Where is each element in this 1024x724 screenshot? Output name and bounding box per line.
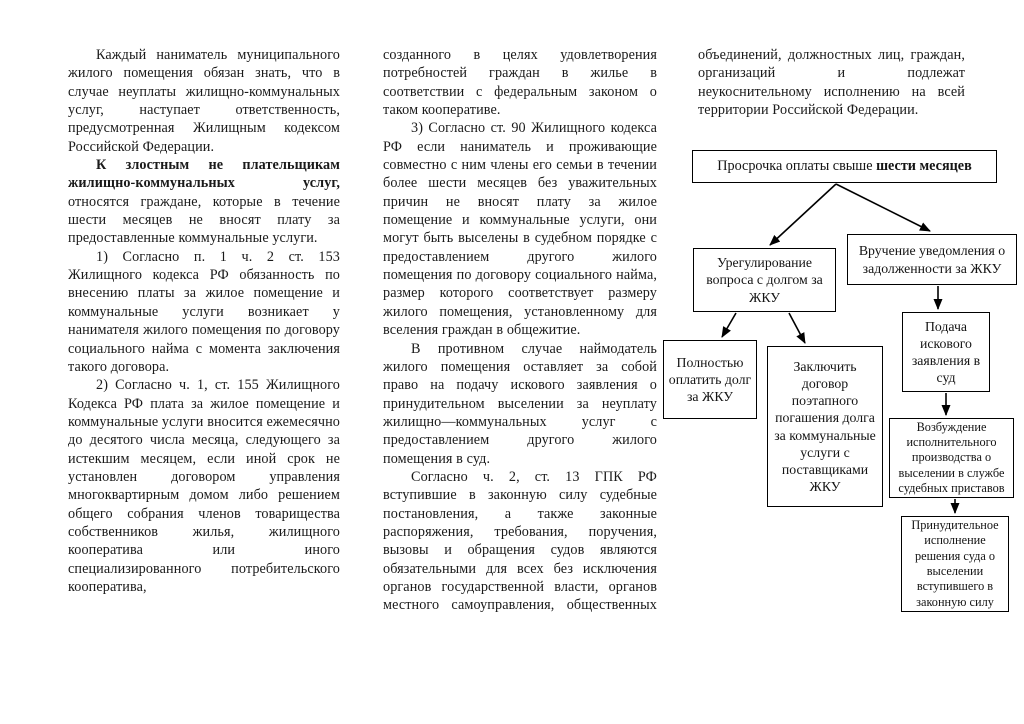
flowchart-root-label bbox=[717, 158, 972, 175]
flowchart-node-forced-eviction: Принудительное исполнение решения суда о выселении вступившего в законную силу bbox=[901, 516, 1009, 612]
paragraph-col2-2: 3) Согласно ст. 90 Жилищного кодекса РФ если наниматель и проживающие совместно с ним члены его семьи в течении более шести месяцев без уважительных причин не вносят плату за жилое помещение и коммунальные услуги, они могут быть выселены в судебном порядке с предоставлением другого жилого помещения по договору социального найма, размер которого соответствует размеру жилого помещения, установленному для вселения граждан в общежитие. bbox=[383, 120, 657, 339]
flowchart-root-bold: шести месяцев bbox=[876, 157, 972, 174]
paragraph-col3-1: объединений, должностных лиц, граждан, организаций и подлежат неукоснительному исполнению на всей территории Российской Федерации. bbox=[698, 47, 965, 119]
text-column-2 bbox=[383, 46, 657, 615]
paragraph-col2-1: созданного в целях удовлетворения потребностей граждан в жилье в соответствии с федеральным законом о таком кооперативе. bbox=[383, 47, 657, 119]
paragraph-col1-2 bbox=[68, 156, 340, 248]
paragraph-col2-4: Согласно ч. 2, ст. 13 ГПК РФ вступившие в законную силу судебные постановления, а также законные распоряжения, требования, поручения, вызовы и обращения судов являются обязательными для всех без исключения органов государственной власти, органов местного самоуправления, общественных bbox=[383, 468, 657, 614]
flowchart-node-debt-notice: Вручение уведомления о задолженности за ЖКУ bbox=[847, 234, 1017, 285]
flowchart-node-court-claim: Подача искового заявления в суд bbox=[902, 312, 990, 392]
text-column-3 bbox=[698, 46, 965, 119]
paragraph-col1-1: Каждый наниматель муниципального жилого помещения обязан знать, что в случае неуплаты жилищно-коммунальных услуг, наступает ответственность, предусмотренная Жилищным кодексом Российской Федерации. bbox=[68, 47, 340, 155]
flowchart-node-installment-agreement: Заключить договор поэтапного погашения долга за коммунальные услуги с поставщиками ЖКУ bbox=[767, 346, 883, 507]
bold-lead: К злостным не плательщикам жилищно-коммунальных услуг, bbox=[68, 157, 340, 192]
paragraph-col2-3: В противном случае наймодатель жилого помещения оставляет за собой право на подачу искового заявления о принудительном выселении за неуплату жилищно—коммунальных услуг с предоставлением другого жилого помещения в суд. bbox=[383, 340, 657, 467]
paragraph-col1-4: 2) Согласно ч. 1, ст. 155 Жилищного Кодекса РФ плата за жилое помещение и коммунальные услуги вносится ежемесячно до десятого числа месяца, следующего за истекшим месяцем, если иной срок не установлен договором управления многоквартирным домом либо решением общего собрания членов товарищества собственников жилья, жилищного кооператива или иного специализированного потребительского кооператива, bbox=[68, 377, 340, 595]
paragraph-col1-3: 1) Согласно п. 1 ч. 2 ст. 153 Жилищного кодекса РФ обязанность по внесению платы за жилое помещение и коммунальные услуги возникает у нанимателя жилого помещения по договору социального найма с момента заключения такого договора. bbox=[68, 248, 340, 375]
flowchart-root-prefix: Просрочка оплаты свыше bbox=[717, 157, 877, 174]
arrow-settle-to-agreement bbox=[789, 313, 805, 343]
arrow-settle-to-payfull bbox=[722, 313, 736, 337]
paragraph-col1-2-rest: относятся граждане, которые в течение шести месяцев не вносят плату за предоставленные коммунальные услуги. bbox=[68, 193, 340, 247]
arrow-root-to-settle bbox=[770, 184, 836, 245]
flowchart-root-box bbox=[692, 150, 997, 183]
flowchart-node-pay-full: Полностью оплатить долг за ЖКУ bbox=[663, 340, 757, 419]
arrow-root-to-notice bbox=[836, 184, 930, 231]
flowchart-node-enforcement-proceeding: Возбуждение исполнительного производства о выселении в службе судебных приставов bbox=[889, 418, 1014, 498]
text-column-1 bbox=[68, 46, 340, 596]
flowchart-node-settle-debt: Урегулирование вопроса с долгом за ЖКУ bbox=[693, 248, 836, 312]
